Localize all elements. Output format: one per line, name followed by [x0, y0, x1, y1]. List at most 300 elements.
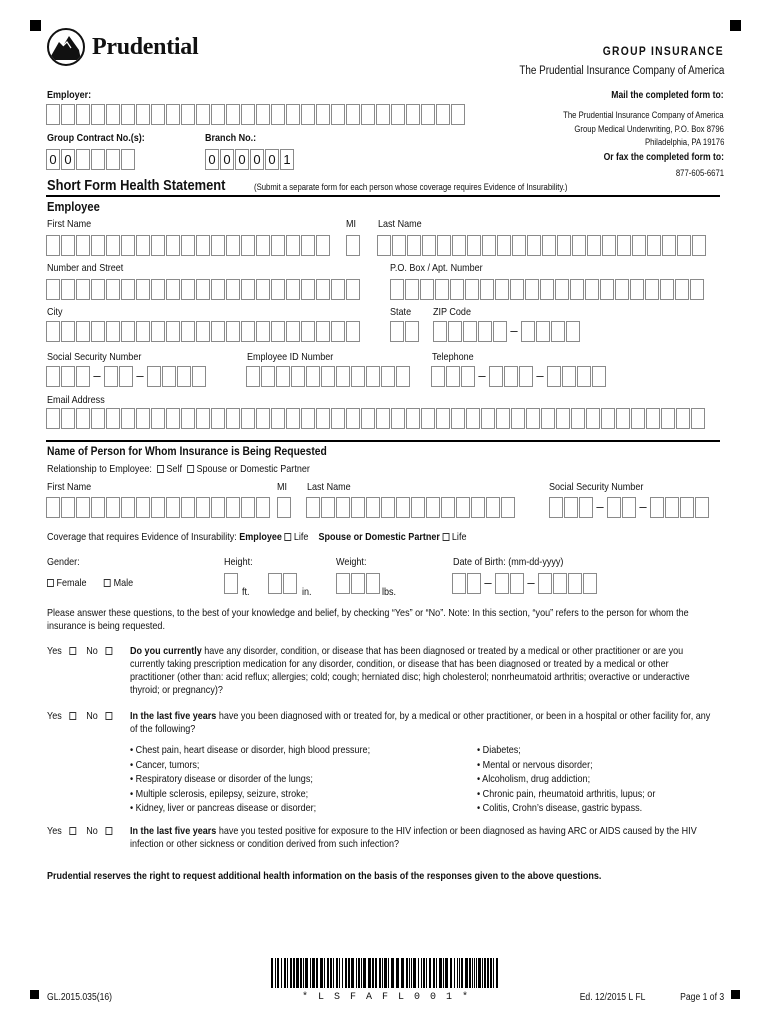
coverage-row: [47, 531, 466, 543]
char-box: [121, 149, 135, 170]
mail-line1: The Prudential Insurance Company of America: [563, 110, 724, 120]
barcode-bar: [275, 958, 276, 988]
barcode-bar: [296, 958, 299, 988]
char-box: [91, 408, 105, 429]
char-box: [316, 321, 330, 342]
char-box: [677, 235, 691, 256]
char-box: [211, 104, 225, 125]
condition-item: • Diabetes;: [477, 744, 521, 756]
q2-answer: [47, 710, 115, 723]
char-box: [106, 104, 120, 125]
char-box: [104, 366, 118, 387]
gender-label: Gender:: [47, 556, 80, 568]
char-box: [61, 321, 75, 342]
employee-ssn-field[interactable]: [46, 366, 207, 387]
pobox-label: P.O. Box / Apt. Number: [390, 262, 483, 274]
char-box: [456, 497, 470, 518]
char-box: 0: [46, 149, 60, 170]
employee-last-name-field[interactable]: [377, 235, 707, 256]
char-box: [622, 497, 636, 518]
char-box: [592, 366, 606, 387]
barcode-bar: [409, 958, 410, 988]
no-label: No: [86, 825, 98, 837]
char-box: [121, 408, 135, 429]
registration-mark: [731, 990, 740, 999]
char-box: [211, 235, 225, 256]
person-ssn-label: Social Security Number: [549, 481, 644, 493]
char-box: [463, 321, 477, 342]
char-box: [420, 279, 434, 300]
barcode-bar: [421, 958, 422, 988]
barcode-bar: [388, 958, 389, 988]
char-box: [536, 321, 550, 342]
char-box: [676, 408, 690, 429]
char-box: [151, 279, 165, 300]
char-box: [121, 497, 135, 518]
mail-line2: Group Medical Underwriting, P.O. Box 8796: [574, 124, 724, 134]
male-checkbox[interactable]: [104, 579, 111, 587]
char-box: [136, 104, 150, 125]
barcode-bar: [493, 958, 494, 988]
barcode-bar: [482, 958, 483, 988]
char-box: [286, 104, 300, 125]
condition-item: • Kidney, liver or pancreas disease or disorder;: [130, 802, 317, 814]
barcode-bar: [330, 958, 332, 988]
char-box: [192, 366, 206, 387]
char-box: [361, 408, 375, 429]
char-box: [76, 279, 90, 300]
char-box: [346, 279, 360, 300]
char-box: [151, 235, 165, 256]
char-box: [121, 321, 135, 342]
char-box: [562, 366, 576, 387]
barcode-bar: [345, 958, 347, 988]
in-label: in.: [302, 586, 312, 598]
char-box: 1: [280, 149, 294, 170]
dash: –: [91, 366, 103, 387]
dob-field[interactable]: [452, 573, 598, 594]
q2-no-checkbox[interactable]: [105, 712, 112, 720]
barcode-bar: [465, 958, 468, 988]
char-box: [241, 321, 255, 342]
person-first-name-field[interactable]: [46, 497, 271, 518]
barcode-bar: [382, 958, 383, 988]
char-box: [46, 235, 60, 256]
page-number: Page 1 of 3: [680, 992, 724, 1003]
question-1: [130, 645, 715, 697]
char-box: [542, 235, 556, 256]
char-box: [336, 497, 350, 518]
char-box: [615, 279, 629, 300]
char-box: [556, 408, 570, 429]
char-box: [661, 408, 675, 429]
barcode-bar: [396, 958, 399, 988]
char-box: [586, 408, 600, 429]
yes-label: Yes: [47, 825, 62, 837]
char-box: [136, 408, 150, 429]
barcode-bar: [316, 958, 318, 988]
char-box: [436, 408, 450, 429]
person-first-label: First Name: [47, 481, 92, 493]
barcode-bar: [436, 958, 437, 988]
char-box: [426, 497, 440, 518]
form-title-note: (Submit a separate form for each person whose coverage requires Evidence of Insurability.): [254, 182, 568, 192]
char-box: [271, 321, 285, 342]
char-box: 0: [205, 149, 219, 170]
relationship-label: Relationship to Employee:: [47, 463, 152, 475]
life-label: Life: [451, 531, 467, 543]
q3-no-checkbox[interactable]: [105, 827, 112, 835]
barcode-bar: [287, 958, 288, 988]
char-box: [448, 321, 462, 342]
char-box: [346, 321, 360, 342]
char-box: [261, 366, 275, 387]
char-box: [271, 104, 285, 125]
person-ssn-field[interactable]: [549, 497, 710, 518]
char-box: [607, 497, 621, 518]
barcode-bar: [423, 958, 425, 988]
char-box: [549, 497, 563, 518]
female-label: Female: [56, 577, 87, 589]
weight-field[interactable]: [336, 573, 381, 594]
no-label: No: [86, 710, 98, 722]
barcode-bar: [351, 958, 354, 988]
char-box: [226, 104, 240, 125]
char-box: [286, 235, 300, 256]
condition-item: • Chest pain, heart disease or disorder, high blood pressure;: [130, 744, 371, 756]
condition-item: • Mental or nervous disorder;: [477, 758, 593, 771]
char-box: [151, 408, 165, 429]
char-box: [181, 497, 195, 518]
street-field[interactable]: [46, 279, 361, 300]
pobox-field[interactable]: [390, 279, 705, 300]
char-box: [467, 235, 481, 256]
char-box: [493, 321, 507, 342]
barcode-bar: [487, 958, 489, 988]
char-box: 0: [250, 149, 264, 170]
email-field[interactable]: [46, 408, 706, 429]
char-box: [381, 497, 395, 518]
barcode-bar: [433, 958, 435, 988]
spouse-checkbox[interactable]: [187, 465, 194, 473]
char-box: 0: [265, 149, 279, 170]
char-box: [391, 408, 405, 429]
char-box: [441, 497, 455, 518]
char-box: [211, 321, 225, 342]
char-box: [91, 279, 105, 300]
barcode-bar: [361, 958, 362, 988]
char-box: [482, 235, 496, 256]
barcode-bar: [271, 958, 273, 988]
barcode-bar: [490, 958, 492, 988]
char-box: [224, 573, 238, 594]
barcode-bar: [418, 958, 419, 988]
char-box: [471, 497, 485, 518]
char-box: [433, 321, 447, 342]
char-box: [600, 279, 614, 300]
char-box: [91, 104, 105, 125]
q2-yes-checkbox[interactable]: [69, 712, 76, 720]
dob-label: Date of Birth: (mm-dd-yyyy): [453, 556, 564, 568]
condition-item: • Respiratory disease or disorder of the lungs;: [130, 773, 313, 785]
char-box: [660, 279, 674, 300]
char-box: [632, 235, 646, 256]
barcode-bar: [384, 958, 387, 988]
char-box: [451, 104, 465, 125]
char-box: [435, 279, 449, 300]
char-box: [336, 573, 350, 594]
char-box: [519, 366, 533, 387]
char-box: [366, 366, 380, 387]
q1-answer: [47, 645, 115, 658]
char-box: [181, 279, 195, 300]
q1-yes-checkbox[interactable]: [69, 647, 76, 655]
char-box: [396, 497, 410, 518]
char-box: [256, 408, 270, 429]
employee-first-name-field[interactable]: [46, 235, 331, 256]
person-last-label: Last Name: [307, 481, 351, 493]
self-checkbox[interactable]: [157, 465, 164, 473]
person-mi-field[interactable]: [277, 497, 292, 518]
barcode-bar: [411, 958, 412, 988]
char-box: [61, 497, 75, 518]
char-box: [271, 235, 285, 256]
spouse-life-checkbox[interactable]: [442, 533, 449, 541]
barcode-bar: [461, 958, 463, 988]
question-3: [130, 825, 715, 851]
char-box: [547, 366, 561, 387]
condition-list-left: [130, 743, 370, 816]
barcode-bar: [496, 958, 498, 988]
char-box: [106, 321, 120, 342]
char-box: [316, 408, 330, 429]
char-box: [119, 366, 133, 387]
char-box: [377, 235, 391, 256]
char-box: [301, 279, 315, 300]
char-box: [283, 573, 297, 594]
char-box: [396, 366, 410, 387]
barcode-bar: [474, 958, 475, 988]
barcode-bar: [372, 958, 374, 988]
char-box: [568, 573, 582, 594]
condition-list-right: [477, 743, 655, 816]
street-label: Number and Street: [47, 262, 124, 274]
char-box: [181, 104, 195, 125]
char-box: [538, 573, 552, 594]
char-box: [76, 408, 90, 429]
barcode-bar: [443, 958, 444, 988]
barcode-bar: [324, 958, 325, 988]
empid-label: Employee ID Number: [247, 351, 334, 363]
char-box: [452, 235, 466, 256]
height-in-field[interactable]: [268, 573, 298, 594]
employer-field[interactable]: [46, 104, 466, 125]
char-box: [91, 235, 105, 256]
char-box: [136, 321, 150, 342]
char-box: [106, 497, 120, 518]
char-box: [541, 408, 555, 429]
barcode-bar: [368, 958, 371, 988]
char-box: [406, 408, 420, 429]
dash: –: [637, 497, 649, 518]
char-box: [579, 497, 593, 518]
employee-id-field[interactable]: [246, 366, 411, 387]
char-box: [151, 104, 165, 125]
barcode-bar: [358, 958, 360, 988]
q3-yes-checkbox[interactable]: [69, 827, 76, 835]
registration-mark: [730, 20, 741, 31]
char-box: [166, 235, 180, 256]
spouse-coverage-label: Spouse or Domestic Partner: [318, 531, 440, 543]
barcode-bar: [348, 958, 350, 988]
q1-bold: Do you currently: [130, 645, 202, 657]
char-box: [196, 321, 210, 342]
dash: –: [534, 366, 546, 387]
char-box: [336, 366, 350, 387]
char-box: [226, 497, 240, 518]
barcode-bar: [342, 958, 343, 988]
char-box: [241, 279, 255, 300]
char-box: [151, 321, 165, 342]
employee-life-checkbox[interactable]: [284, 533, 291, 541]
registration-mark: [30, 990, 39, 999]
char-box: [106, 235, 120, 256]
char-box: [461, 366, 475, 387]
char-box: [106, 149, 120, 170]
phone-label: Telephone: [432, 351, 474, 363]
char-box: [241, 497, 255, 518]
branch-field[interactable]: [205, 149, 295, 170]
char-box: [411, 497, 425, 518]
barcode-bar: [406, 958, 408, 988]
q3-bold: In the last five years: [130, 825, 217, 837]
char-box: [196, 279, 210, 300]
last-name-label: Last Name: [378, 218, 422, 230]
char-box: [422, 235, 436, 256]
dash: –: [594, 497, 606, 518]
char-box: [241, 408, 255, 429]
char-box: [557, 235, 571, 256]
divider: [46, 440, 720, 442]
dash: –: [482, 573, 494, 594]
barcode-bar: [457, 958, 458, 988]
char-box: [256, 279, 270, 300]
barcode-bar: [476, 958, 477, 988]
q1-no-checkbox[interactable]: [105, 647, 112, 655]
char-box: [246, 366, 260, 387]
char-box: [446, 366, 460, 387]
person-last-name-field[interactable]: [306, 497, 516, 518]
char-box: [553, 573, 567, 594]
barcode-bar: [290, 958, 292, 988]
char-box: [680, 497, 694, 518]
employee-coverage-label: Employee: [239, 531, 282, 543]
char-box: [136, 497, 150, 518]
q3-text: have you tested positive for exposure to the HIV infection or been diagnosed as having ARC or AIDS caused by the HIV infection or other sickness or condition derived from such infection?: [130, 825, 697, 850]
barcode-bar: [484, 958, 486, 988]
height-label: Height:: [224, 556, 253, 568]
barcode-bar: [413, 958, 416, 988]
life-label: Life: [293, 531, 309, 543]
barcode-bar: [472, 958, 473, 988]
char-box: [665, 497, 679, 518]
barcode-bar: [305, 958, 308, 988]
city-field[interactable]: [46, 321, 361, 342]
person-mi-label: MI: [277, 481, 288, 493]
char-box: [421, 408, 435, 429]
char-box: 0: [61, 149, 75, 170]
char-box: [226, 235, 240, 256]
prudential-rock-logo-icon: [47, 28, 85, 66]
char-box: [692, 235, 706, 256]
char-box: [366, 497, 380, 518]
divider: [46, 195, 720, 197]
char-box: [301, 235, 315, 256]
char-box: [226, 279, 240, 300]
first-name-label: First Name: [47, 218, 92, 230]
barcode-bar: [375, 958, 377, 988]
state-field[interactable]: [390, 321, 420, 342]
male-label: Male: [113, 577, 134, 589]
char-box: [46, 408, 60, 429]
char-box: [162, 366, 176, 387]
char-box: [166, 321, 180, 342]
char-box: [91, 321, 105, 342]
char-box: [406, 104, 420, 125]
female-checkbox[interactable]: [47, 579, 54, 587]
char-box: [136, 279, 150, 300]
char-box: 0: [220, 149, 234, 170]
char-box: [268, 573, 282, 594]
char-box: [151, 497, 165, 518]
barcode-bar: [303, 958, 304, 988]
char-box: [495, 279, 509, 300]
char-box: [121, 279, 135, 300]
char-box: [437, 235, 451, 256]
lbs-label: lbs.: [382, 586, 397, 598]
barcode-bar: [320, 958, 323, 988]
group-contract-field[interactable]: [46, 149, 136, 170]
char-box: [497, 235, 511, 256]
char-box: [662, 235, 676, 256]
char-box: [583, 573, 597, 594]
height-ft-field[interactable]: [224, 573, 239, 594]
char-box: [316, 235, 330, 256]
char-box: [366, 573, 380, 594]
q1-text: have any disorder, condition, or disease that has been diagnosed or treated by a medical or other practitioner or are you currently taking prescription medication for any disorder, condition, or disease that has been diagnosed or treated by a medical or other practitioner (other than: acid reflux; allergies; cold; cough; herniated disc; high cholesterol; nonrheumatoid arthritis; overactive or underactive thyroid; or pregnancy)?: [130, 645, 690, 696]
employee-mi-field[interactable]: [346, 235, 361, 256]
telephone-field[interactable]: [431, 366, 607, 387]
barcode-text: * L S F A F L 0 0 1 *: [301, 992, 469, 1003]
char-box: [631, 408, 645, 429]
char-box: [76, 366, 90, 387]
char-box: [691, 408, 705, 429]
char-box: [601, 408, 615, 429]
char-box: [121, 104, 135, 125]
char-box: [331, 408, 345, 429]
mail-title: Mail the completed form to:: [611, 90, 724, 101]
yes-label: Yes: [47, 710, 62, 722]
char-box: [291, 366, 305, 387]
char-box: [61, 366, 75, 387]
relationship-row: [47, 463, 310, 475]
char-box: [405, 279, 419, 300]
char-box: [211, 497, 225, 518]
zip-field[interactable]: [433, 321, 581, 342]
barcode-bar: [439, 958, 442, 988]
no-label: No: [86, 645, 98, 657]
q2-bold: In the last five years: [130, 710, 217, 722]
